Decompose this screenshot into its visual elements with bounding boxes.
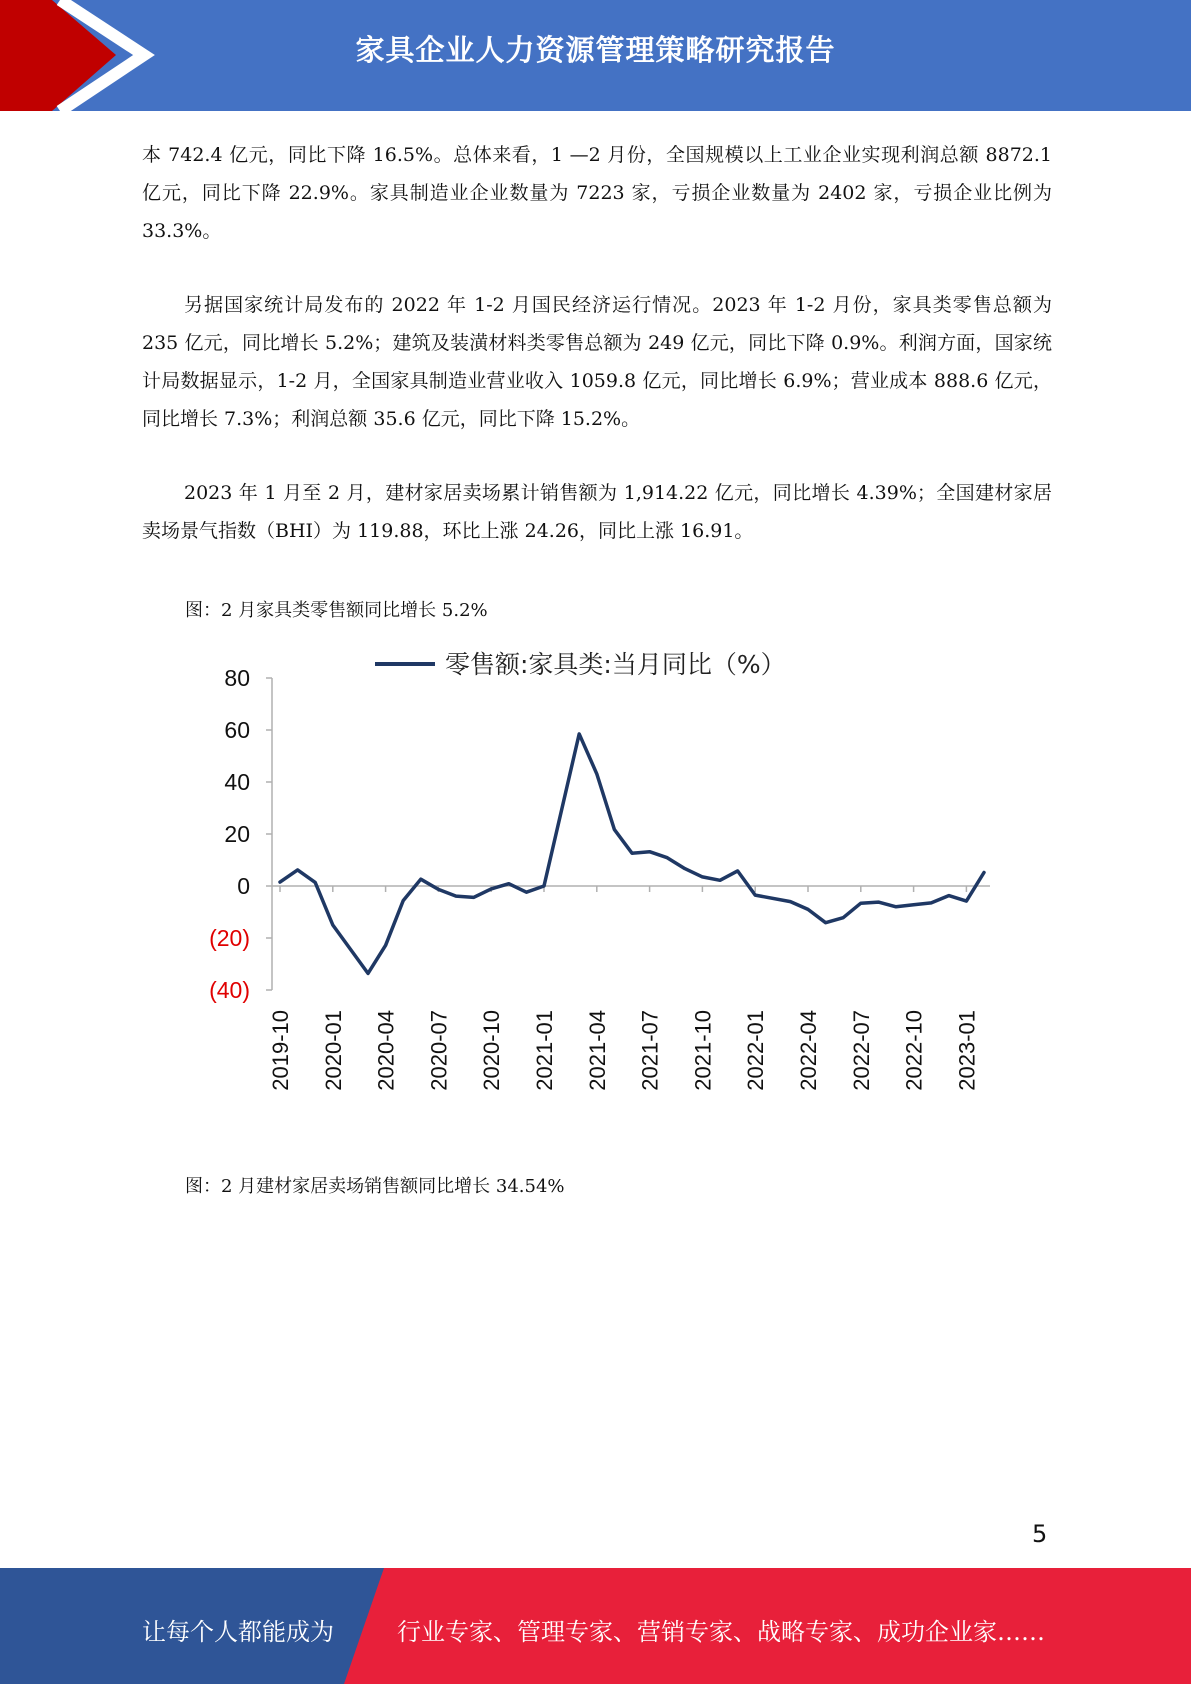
paragraph-building-materials-market: 2023 年 1 月至 2 月，建材家居卖场累计销售额为 1,914.22 亿元，同比增长 4.39%；全国建材家居卖场景气指数（BHI）为 119.88，环比上涨 24.26，同比上涨 16.91。 (142, 482, 1052, 542)
paragraph-profit-overview: 本 742.4 亿元，同比下降 16.5%。总体来看，1 —2 月份，全国规模以上工业企业实现利润总额 8872.1 亿元，同比下降 22.9%。家具制造业企业数量为 7223 家，亏损企业数量为 2402 家，亏损企业比例为 33.3%。 (142, 144, 1052, 242)
x-tick-label: 2020-07 (426, 1010, 452, 1091)
y-tick-label: 0 (237, 873, 250, 899)
x-tick-label: 2023-01 (954, 1010, 980, 1091)
page-header (0, 0, 1191, 111)
paragraph-retail-statistics: 另据国家统计局发布的 2022 年 1-2 月国民经济运行情况。2023 年 1-2 月份，家具类零售总额为 235 亿元，同比增长 5.2%；建筑及装潢材料类零售总额为 249 亿元，同比下降 0.9%。利润方面，国家统计局数据显示，1-2 月，全国家具制造业营业收入 1059.8 亿元，同比增长 6.9%；营业成本 888.6 亿元，同比增长 7.3%；利润总额 35.6 亿元，同比下降 15.2%。 (142, 294, 1052, 430)
x-tick-label: 2021-01 (532, 1010, 557, 1091)
page-number: 5 (1032, 1520, 1048, 1548)
x-tick-label: 2022-10 (901, 1010, 927, 1091)
page-footer (0, 1568, 1191, 1684)
y-tick-label: (40) (209, 977, 250, 1003)
footer-slogan-right: 行业专家、管理专家、营销专家、战略专家、成功企业家…… (397, 1618, 1045, 1646)
legend-label: 零售额:家具类:当月同比（%） (445, 650, 786, 679)
x-tick-label: 2022-07 (848, 1010, 874, 1091)
y-tick-label: 60 (224, 717, 250, 743)
x-tick-label: 2021-04 (584, 1010, 610, 1091)
x-tick-label: 2022-04 (796, 1010, 821, 1091)
figure-caption-building-materials-sales: 图：2 月建材家居卖场销售额同比增长 34.54% (185, 1176, 565, 1197)
y-tick-label: 20 (224, 821, 250, 847)
report-title: 家具企业人力资源管理策略研究报告 (355, 33, 836, 67)
y-tick-label: (20) (209, 925, 250, 951)
x-tick-label: 2020-04 (373, 1010, 399, 1091)
footer-slogan-left: 让每个人都能成为 (142, 1618, 334, 1646)
x-tick-label: 2021-07 (637, 1010, 663, 1091)
series-line-furniture-retail-yoy (280, 734, 984, 974)
x-tick-label: 2020-10 (479, 1010, 505, 1091)
y-tick-label: 80 (224, 665, 250, 691)
x-tick-label: 2020-01 (320, 1010, 346, 1091)
x-tick-label: 2021-10 (690, 1010, 716, 1091)
y-tick-label: 40 (224, 769, 250, 795)
x-tick-label: 2019-10 (268, 1010, 293, 1091)
furniture-retail-yoy-line-chart (190, 640, 1010, 1120)
figure-caption-furniture-retail: 图：2 月家具类零售额同比增长 5.2% (185, 600, 488, 621)
x-tick-label: 2022-01 (743, 1010, 769, 1091)
